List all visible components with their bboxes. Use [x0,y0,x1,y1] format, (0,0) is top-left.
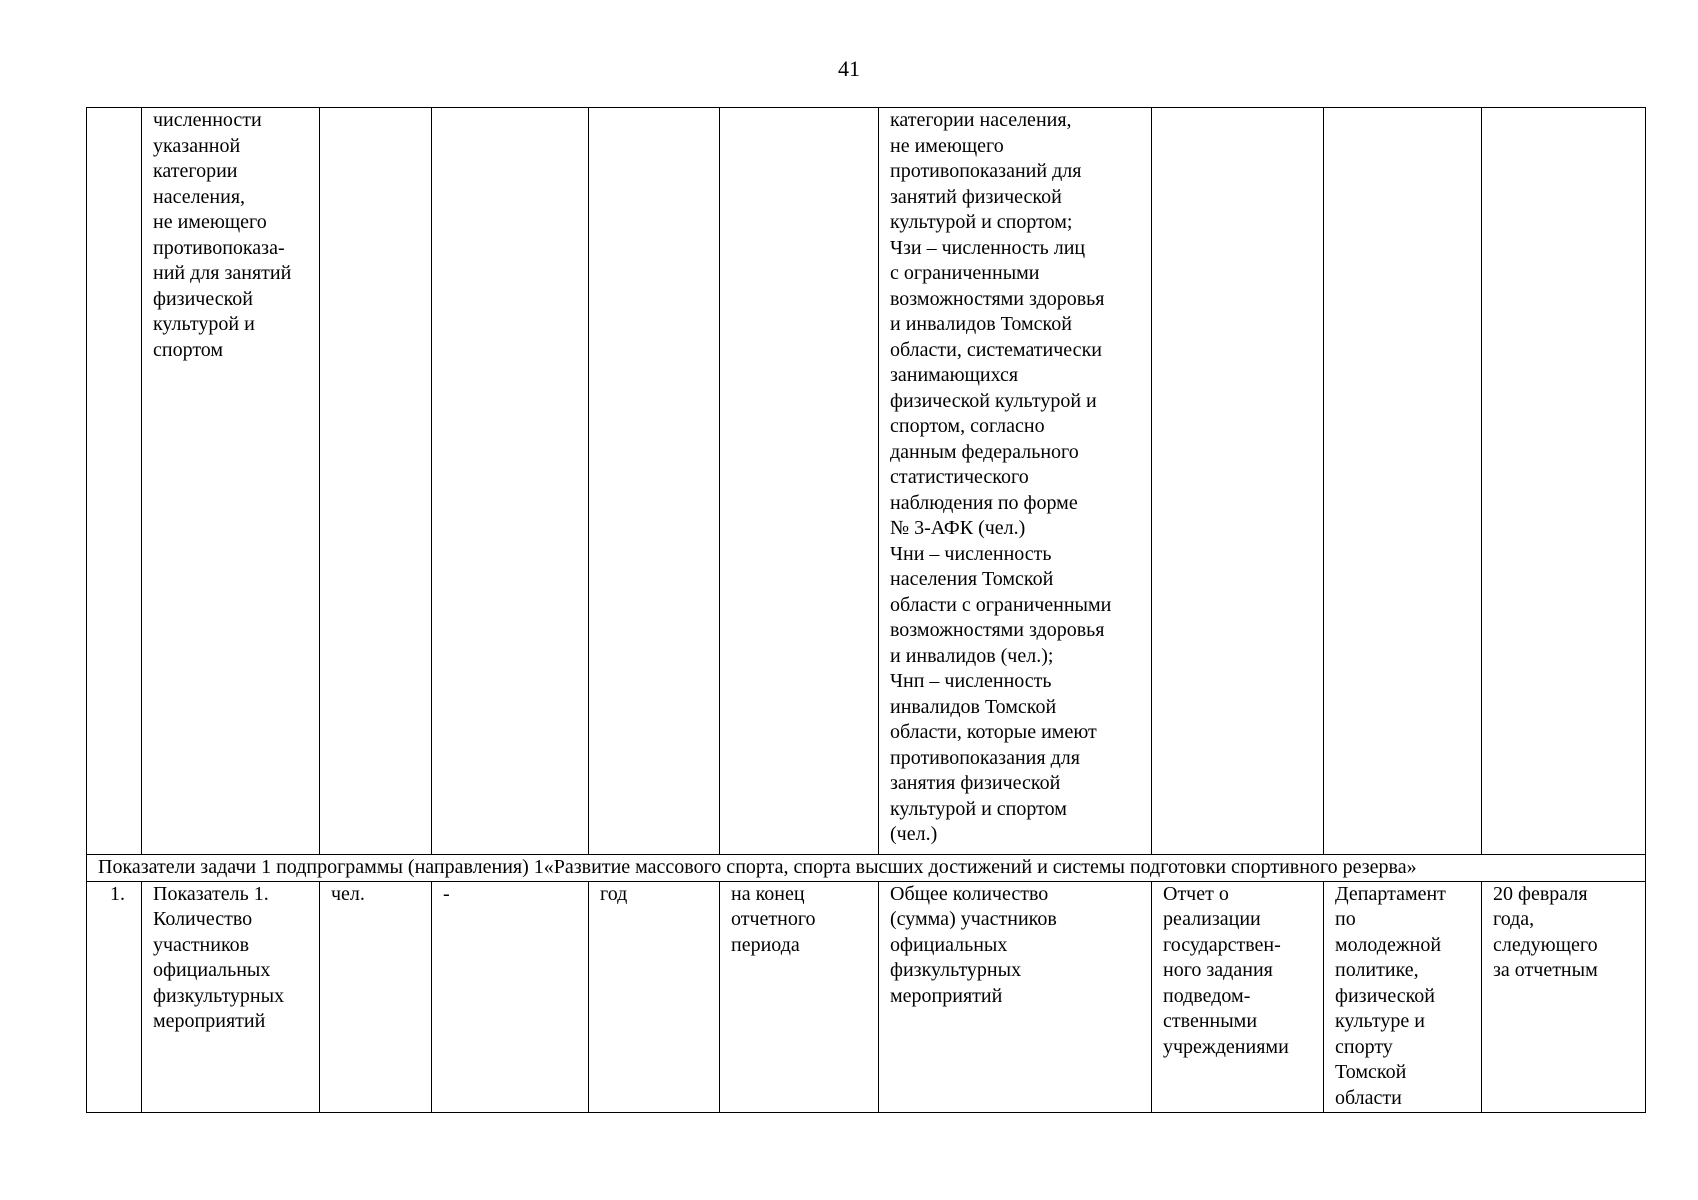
cell-indicator-name: численности указанной категории населения, не имеющего противопоказа- ний для занятий физической культурой и спортом [142,108,320,855]
section-header: Показатели задачи 1 подпрограммы (направления) 1«Развитие массового спорта, спорта высших достижений и системы подготовки спортивного резерва» [87,855,1646,882]
table-row-indicator [87,881,1646,1112]
cell-time-characteristic [720,108,879,855]
cell-unit [320,108,432,855]
cell-number [87,108,142,855]
cell-periodicity: год [589,881,720,1112]
indicators-table [86,107,1646,1113]
cell-source [1152,108,1324,855]
cell-number: 1. [87,881,142,1112]
cell-calculation-method: категории населения, не имеющего противопоказаний для занятий физической культурой и спортом; Чзи – численность лиц с ограниченными возможностями здоровья и инвалидов Томской области, систематически занимающихся физической культурой и спортом, согласно данным федерального статистического наблюдения по форме № 3-АФК (чел.) Чни – численность населения Томской области с ограниченными возможностями здоровья и инвалидов (чел.); Чнп – численность инвалидов Томской области, которые имеют противопоказания для занятия физической культурой и спортом (чел.) [879,108,1152,855]
cell-indicator-name: Показатель 1. Количество участников официальных физкультурных мероприятий [142,881,320,1112]
cell-responsible: Департамент по молодежной политике, физической культуре и спорту Томской области [1324,881,1482,1112]
cell-responsible [1324,108,1482,855]
cell-col4 [432,108,589,855]
cell-unit: чел. [320,881,432,1112]
cell-calculation-method: Общее количество (сумма) участников официальных физкультурных мероприятий [879,881,1152,1112]
table-row-continuation [87,108,1646,855]
table-row-section-header [87,855,1646,882]
cell-source: Отчет о реализации государствен- ного задания подведом- ственными учреждениями [1152,881,1324,1112]
cell-deadline [1482,108,1646,855]
cell-time-characteristic: на конец отчетного периода [720,881,879,1112]
cell-deadline: 20 февраля года, следующего за отчетным [1482,881,1646,1112]
cell-col4: - [432,881,589,1112]
page-number: 41 [838,56,860,81]
cell-periodicity [589,108,720,855]
